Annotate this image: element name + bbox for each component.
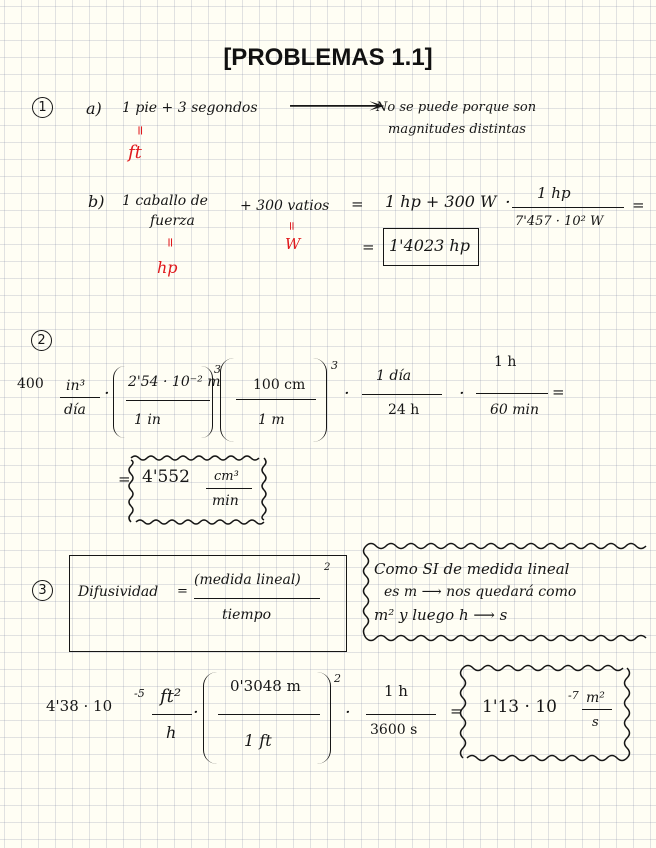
p2-paren-open-1 (113, 366, 126, 438)
p1a-equal-mark: = (131, 125, 147, 136)
p3-result-den: s (592, 715, 599, 730)
p2-f3-line (236, 399, 316, 400)
p2-paren-close-1 (200, 366, 213, 438)
p2-result-equals: = (118, 470, 131, 488)
p2-f1-num: in³ (66, 378, 86, 394)
p2-f5-den: 60 min (490, 402, 540, 418)
p2-dot-1: · (104, 383, 110, 404)
p2-result-num: cm³ (214, 469, 239, 484)
p3-result-num: m² (586, 690, 605, 706)
p1a-note-line2: magnitudes distintas (388, 122, 526, 137)
p3-note-line3: m² y luego h ⟶ s (374, 606, 508, 624)
p3-f3-den: 3600 s (370, 722, 418, 738)
p3-dot-2: · (345, 702, 351, 723)
p3-note-line2: es m ⟶ nos quedará como (384, 584, 577, 600)
p2-f5-line (476, 393, 548, 394)
p2-f1-den: día (64, 402, 86, 418)
p3-dot-1: · (193, 702, 199, 723)
p3-result-value: 1'13 · 10 (482, 697, 557, 717)
problem-2-number: 2 (31, 330, 52, 351)
p1b-frac-num: 1 hp (537, 184, 571, 202)
p3-paren-close (316, 672, 331, 764)
p2-paren-close-2 (312, 358, 327, 442)
p2-f4-line (362, 394, 442, 395)
p2-f1-line (60, 397, 100, 398)
p3-f2-den: 1 ft (244, 731, 272, 750)
p1b-answer: 1'4023 hp (389, 236, 470, 255)
p2-result-line (206, 488, 252, 489)
p2-f4-num: 1 día (376, 368, 412, 384)
p2-paren-open-2 (220, 358, 235, 442)
p1b-frac-den: 7'457 · 10² W (515, 214, 604, 229)
p3-f1-line (152, 714, 192, 715)
p1b-frac-line (512, 207, 624, 208)
p3-equals: = (450, 702, 463, 720)
p2-exp-2: 3 (331, 359, 338, 372)
p1a-foot-unit: ft (128, 142, 142, 163)
problem-3-number: 3 (32, 580, 53, 601)
problem-1-number: 1 (32, 97, 53, 118)
p3-diff-den: tiempo (222, 607, 272, 623)
p1b-caballo-line2: fuerza (150, 213, 195, 229)
p2-f2-num: 2'54 · 10⁻² m (128, 374, 221, 390)
p2-f5-num: 1 h (494, 354, 517, 370)
p3-paren-open (203, 672, 218, 764)
p3-note-line1: Como SI de medida lineal (374, 560, 570, 578)
p2-dot-3: · (459, 383, 465, 404)
p2-exp-1: 3 (214, 363, 221, 376)
p3-f1-den: h (166, 723, 177, 742)
p3-diff-exp: 2 (324, 562, 331, 573)
p2-f4-den: 24 h (388, 402, 420, 418)
p2-dot-2: · (344, 383, 350, 404)
p1b-dot: · (505, 192, 511, 213)
p2-lead-value: 400 (17, 376, 44, 392)
p2-f3-den: 1 m (258, 412, 285, 428)
p1a-label: a) (86, 99, 102, 118)
p1a-arrow: ⟶ (286, 94, 387, 119)
p3-f3-line (366, 714, 436, 715)
p1a-note-line1: No se puede porque son (376, 100, 537, 115)
p1b-watt-unit: W (285, 235, 301, 253)
p1b-equals-2: = (632, 196, 645, 214)
p3-diff-equals: = (177, 584, 188, 599)
p2-f3-num: 100 cm (253, 377, 306, 393)
p3-definition-box (69, 555, 347, 652)
p1b-plus-vatios: + 300 vatios (240, 198, 330, 214)
p3-result-line (582, 709, 612, 710)
p3-f1-num: ft² (160, 686, 182, 707)
p1b-caballo-line1: 1 caballo de (122, 193, 208, 209)
p1b-result-expr: 1 hp + 300 W (385, 192, 497, 211)
p3-diff-label: Difusividad (78, 584, 159, 600)
p2-result-wavy-box (125, 452, 270, 528)
p1b-equal-mark-w: = (285, 220, 300, 232)
p1a-expression: 1 pie + 3 segondos (122, 100, 258, 116)
p1b-equals-3: = (362, 238, 375, 256)
p1b-equal-mark-hp: = (161, 237, 177, 248)
p3-result-exp: -7 (568, 689, 579, 702)
p3-f2-exp: 2 (334, 672, 341, 685)
p3-diff-num: (medida lineal) (194, 572, 301, 588)
p3-f2-num: 0'3048 m (230, 677, 301, 695)
p3-f3-num: 1 h (384, 682, 408, 700)
p1b-label: b) (88, 192, 105, 211)
page-title: [PROBLEMAS 1.1] (223, 44, 433, 71)
p1b-equals-1: = (351, 195, 364, 213)
p3-lead-value: 4'38 · 10 (46, 697, 113, 715)
p1b-hp-unit: hp (157, 258, 178, 277)
p3-lead-exp: -5 (134, 687, 145, 700)
p2-result-den: min (212, 493, 239, 509)
p3-f2-line (218, 714, 320, 715)
p2-f2-line (126, 400, 210, 401)
p2-f2-den: 1 in (134, 412, 161, 428)
p2-result-value: 4'552 (142, 467, 190, 487)
p3-diff-line (194, 598, 320, 599)
p2-equals-end: = (552, 383, 565, 401)
